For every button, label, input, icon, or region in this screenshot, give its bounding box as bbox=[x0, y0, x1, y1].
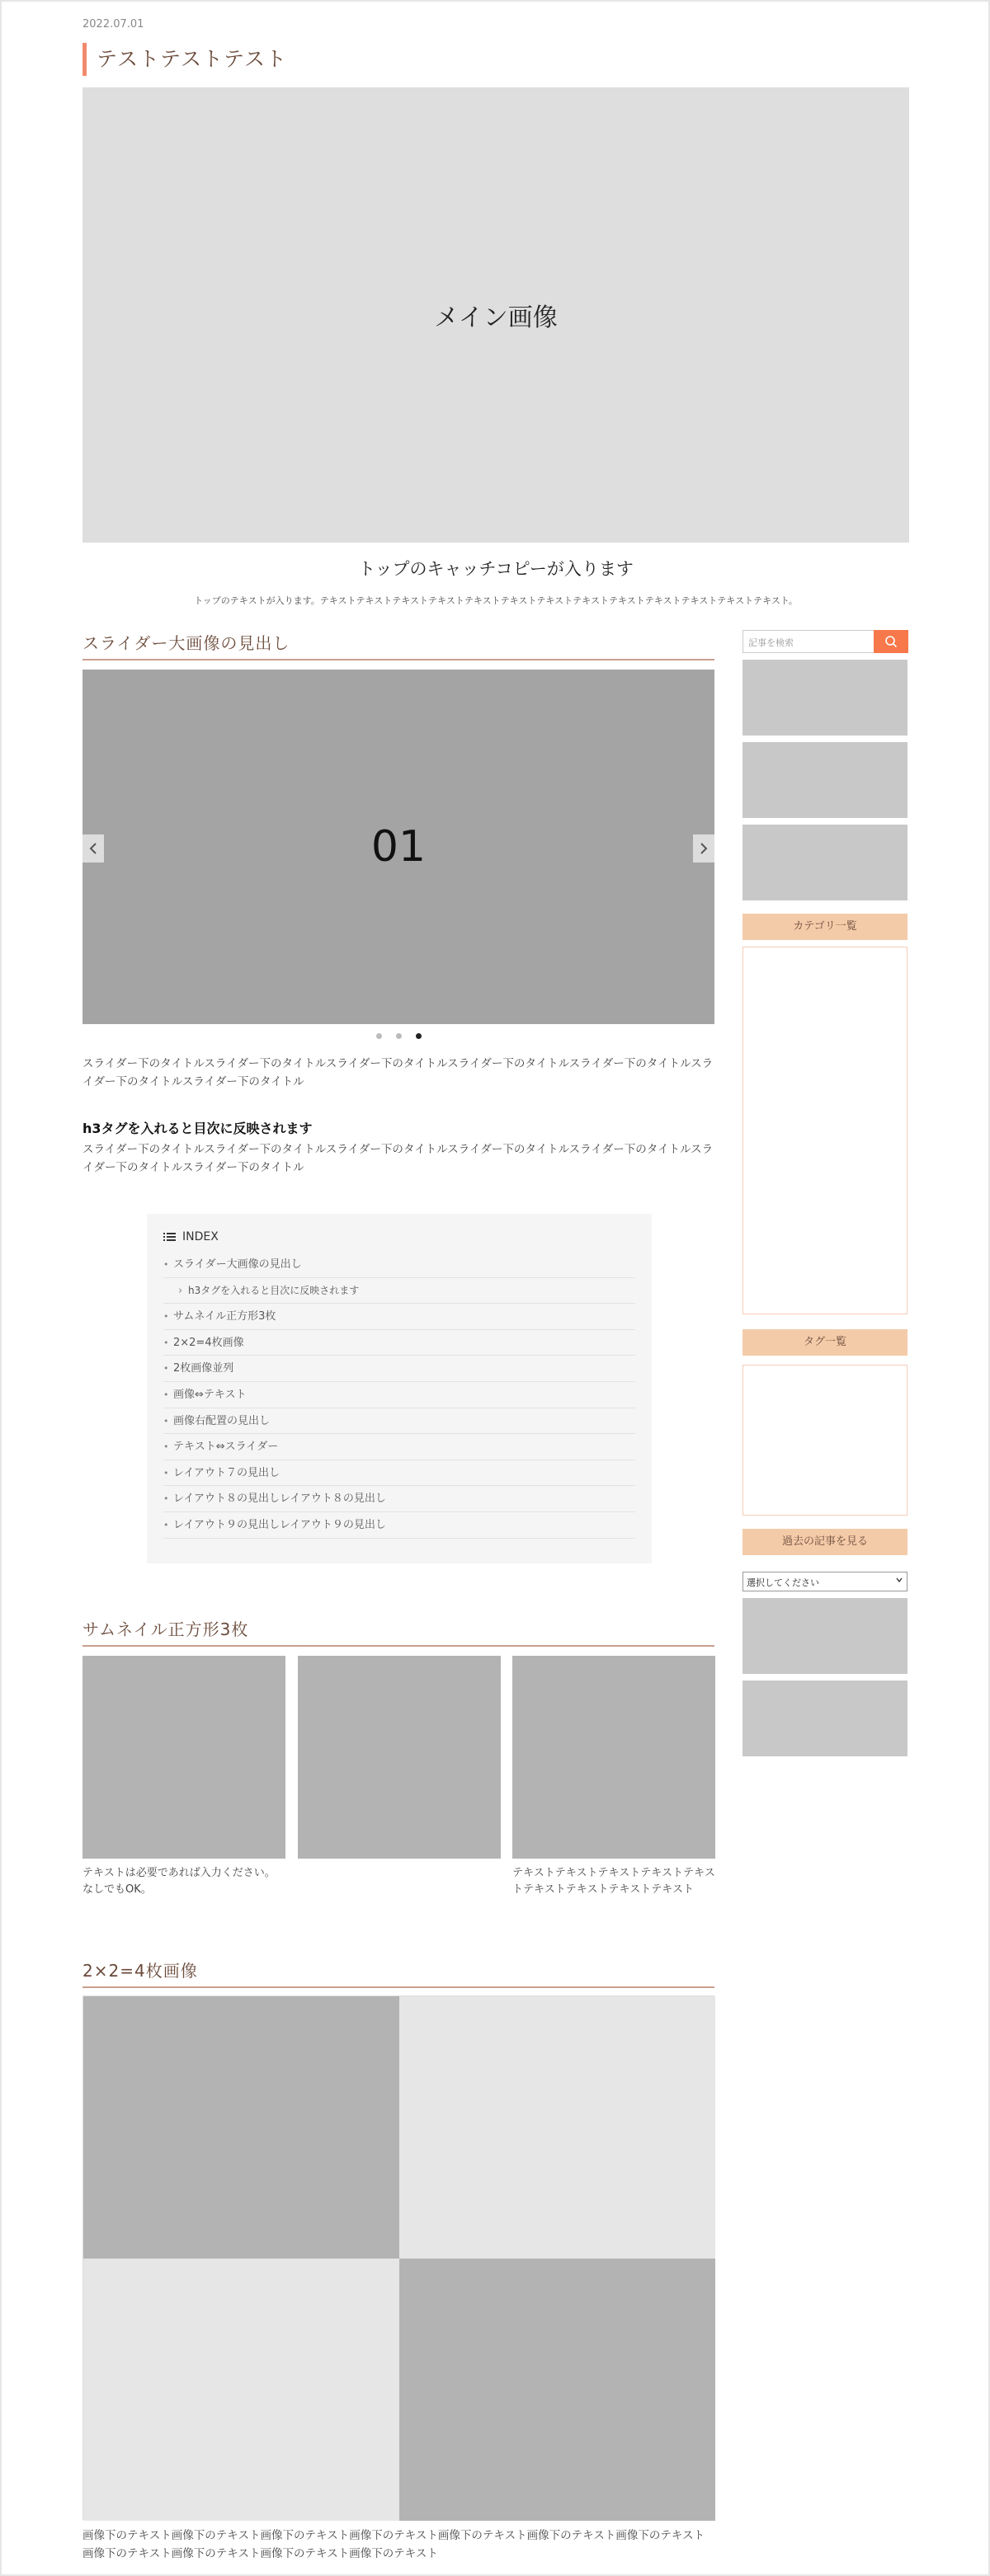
list-icon bbox=[163, 1232, 176, 1242]
grid-caption: 画像下のテキスト画像下のテキスト画像下のテキスト画像下のテキスト画像下のテキスト画像下のテキスト画像下のテキスト画像下のテキスト画像下のテキスト画像下のテキスト画像下のテキスト bbox=[82, 2529, 705, 2560]
page-title: テストテストテスト bbox=[82, 43, 287, 76]
sidebar-banner[interactable] bbox=[742, 1681, 908, 1756]
chevron-left-icon bbox=[89, 842, 97, 855]
slider[interactable] bbox=[82, 670, 714, 1024]
section-heading-thumbs: サムネイル正方形3枚 bbox=[82, 1616, 714, 1647]
search-input[interactable]: 記事を検索 bbox=[742, 630, 874, 653]
sidebar-banner[interactable] bbox=[742, 825, 908, 900]
post-date: 2022.07.01 bbox=[82, 18, 144, 31]
toc-item[interactable]: • レイアウト８の見出しレイアウト８の見出し bbox=[163, 1486, 635, 1512]
slider-dot-1[interactable] bbox=[376, 1033, 382, 1039]
toc-title: INDEX bbox=[182, 1230, 219, 1243]
slider-prev-button[interactable] bbox=[82, 834, 104, 863]
main-image-label: メイン画像 bbox=[434, 303, 558, 332]
thumbnail-image bbox=[82, 1656, 285, 1859]
grid-image bbox=[399, 1996, 715, 2259]
slider-dots bbox=[82, 1033, 714, 1039]
toc-item[interactable]: • テキスト⇔スライダー bbox=[163, 1434, 635, 1460]
tag-list bbox=[742, 1365, 908, 1516]
chevron-right-icon bbox=[700, 842, 708, 855]
archive-select-value: 選択してください bbox=[747, 1577, 819, 1588]
toc-item[interactable]: • スライダー大画像の見出し bbox=[163, 1252, 635, 1278]
toc-item[interactable]: • サムネイル正方形3枚 bbox=[163, 1304, 635, 1330]
toc-item[interactable]: • 画像⇔テキスト bbox=[163, 1382, 635, 1408]
h3-text: スライダー下のタイトルスライダー下のタイトルスライダー下のタイトルスライダー下のタイトルスライダー下のタイトルスライダー下のタイトルスライダー下のタイトル bbox=[82, 1143, 714, 1174]
grid-image bbox=[399, 2259, 715, 2521]
archive-select[interactable] bbox=[742, 1572, 908, 1591]
sidebar-banner[interactable] bbox=[742, 742, 908, 818]
toc-item[interactable]: • 2枚画像並列 bbox=[163, 1356, 635, 1382]
sidebar-banner[interactable] bbox=[742, 1598, 908, 1674]
slide-label: 01 bbox=[370, 822, 427, 872]
section-heading-slider: スライダー大画像の見出し bbox=[82, 630, 714, 660]
toc-item[interactable]: • レイアウト９の見出しレイアウト９の見出し bbox=[163, 1512, 635, 1539]
image-grid bbox=[82, 1995, 714, 2520]
table-of-contents bbox=[147, 1214, 652, 1563]
main-image bbox=[82, 87, 909, 543]
tag-heading: タグ一覧 bbox=[742, 1329, 908, 1356]
toc-item[interactable]: • 画像右配置の見出し bbox=[163, 1408, 635, 1435]
thumbnail-image bbox=[512, 1656, 715, 1859]
sidebar-banner[interactable] bbox=[742, 660, 908, 736]
toc-header bbox=[163, 1230, 635, 1243]
catch-copy: トップのキャッチコピーが入ります bbox=[358, 559, 634, 579]
toc-item[interactable]: › h3タグを入れると目次に反映されます bbox=[163, 1278, 635, 1304]
toc-item[interactable]: • 2×2=4枚画像 bbox=[163, 1330, 635, 1356]
thumbnail-caption: テキストテキストテキストテキストテキストテキストテキストテキストテキスト bbox=[512, 1867, 715, 1896]
thumbnail-caption: テキストは必要であれば入力ください。なしでもOK。 bbox=[82, 1867, 276, 1896]
chevron-down-icon bbox=[895, 1576, 903, 1584]
archive-heading: 過去の記事を見る bbox=[742, 1529, 908, 1555]
slider-dot-2[interactable] bbox=[396, 1033, 402, 1039]
toc-list bbox=[163, 1252, 635, 1539]
search-icon bbox=[884, 635, 898, 648]
toc-item[interactable]: • レイアウト７の見出し bbox=[163, 1460, 635, 1487]
slider-next-button[interactable] bbox=[693, 834, 714, 863]
search-button[interactable] bbox=[874, 630, 908, 653]
category-list bbox=[742, 947, 908, 1314]
h3-heading: h3タグを入れると目次に反映されます bbox=[82, 1121, 313, 1136]
slider-caption: スライダー下のタイトルスライダー下のタイトルスライダー下のタイトルスライダー下のタイトルスライダー下のタイトルスライダー下のタイトルスライダー下のタイトル bbox=[82, 1057, 714, 1088]
category-heading: カテゴリ一覧 bbox=[742, 914, 908, 940]
thumbnail-image bbox=[298, 1656, 501, 1859]
lead-text: トップのテキストが入ります。テキストテキストテキストテキストテキストテキストテキストテキストテキストテキストテキストテキストテキスト。 bbox=[194, 595, 798, 606]
grid-image bbox=[83, 1996, 399, 2259]
grid-image bbox=[83, 2259, 399, 2521]
slider-dot-3[interactable] bbox=[416, 1033, 422, 1039]
section-heading-grid: 2×2=4枚画像 bbox=[82, 1958, 714, 1988]
